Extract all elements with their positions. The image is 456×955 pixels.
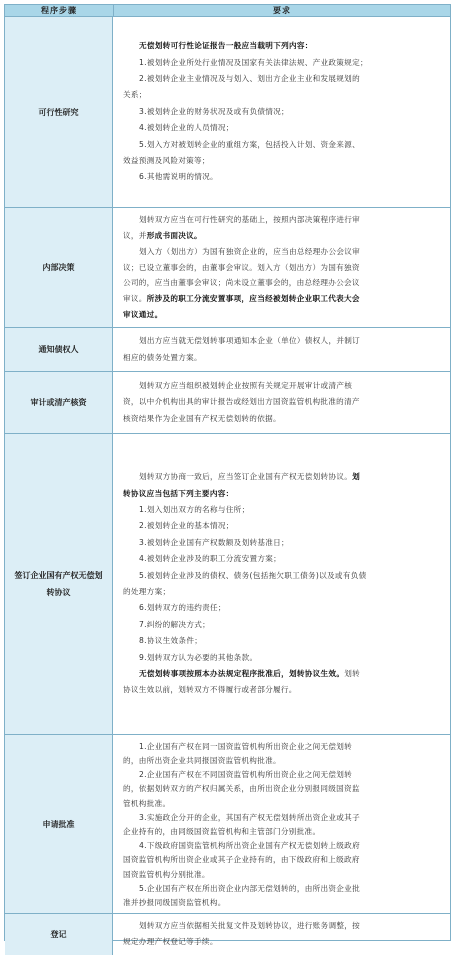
requirement-line: 国资监管机构所出资企业或其子企业持有的，由下级政府和上级政府 [123, 855, 360, 865]
requirement-line: 无偿划转事项按照本办法规定程序批准后，划转协议生效。划转 [139, 669, 361, 679]
requirement-line: 3.被划转企业国有产权数额及划转基准日； [139, 537, 289, 547]
step-name: 登记 [5, 914, 113, 955]
requirement-line: 的处理方案； [123, 587, 171, 596]
requirement-line: 1.被划转企业所处行业情况及国家有关法律法规、产业政策规定； [139, 57, 368, 67]
step-name: 可行性研究 [5, 17, 113, 207]
requirement-line: 1.划入划出双方的名称与住所； [139, 504, 250, 514]
procedure-table [4, 4, 451, 947]
step-name: 通知债权人 [5, 328, 113, 371]
table-row [5, 17, 450, 208]
table-body [5, 17, 450, 955]
requirement-line: 3.被划转企业的财务状况及或有负债情况； [139, 106, 289, 116]
table-row [5, 208, 450, 328]
header-requirements: 要求 [273, 6, 291, 15]
requirement-line: 议；已设立董事会的，由董事会审议。划入方（划出方）为国有独资 [123, 262, 360, 272]
requirement-line: 5.企业国有产权在所出资企业内部无偿划转的，由所出资企业批 [139, 883, 360, 893]
requirement-line: 7.纠纷的解决方式； [139, 619, 210, 629]
requirement-line: 国资监管机构分别批准。 [123, 869, 210, 879]
requirement-line: 6.其他需说明的情况。 [139, 172, 218, 182]
requirement-line: 审议通过。 [123, 310, 163, 320]
requirement-line: 协议生效以前，划转双方不得履行或者部分履行。 [123, 685, 297, 695]
table-header [5, 5, 450, 17]
requirement-line: 资，以中介机构出具的审计报告或经划出方国资监管机构批准的清产 [123, 397, 360, 407]
requirement-line: 规定办理产权登记等手续。 [123, 937, 218, 947]
requirement-line: 划转双方应当依据相关批复文件及划转协议，进行账务调整，按 [139, 921, 361, 930]
requirement-line: 4.被划转企业涉及的职工分流安置方案； [139, 554, 282, 564]
step-name: 审计或清产核资 [5, 372, 113, 433]
requirement-line: 的，由所出资企业共同报国资监管机构批准。 [123, 756, 281, 766]
requirement-line: 8.协议生效条件； [139, 636, 203, 646]
table-row [5, 328, 450, 372]
requirement-line: 2.企业国有产权在不同国资监管机构所出资企业之间无偿划转 [139, 770, 353, 780]
requirement-line: 企业持有的，由同级国资监管机构和主管部门分别批准。 [123, 827, 321, 836]
header-step: 程序步骤 [5, 5, 114, 16]
requirements-cell [113, 17, 450, 207]
requirement-line: 1.企业国有产权在同一国资监管机构所出资企业之间无偿划转 [139, 741, 353, 751]
requirement-line: 划转双方协商一致后，应当签订企业国有产权无偿划转协议。划 [139, 472, 361, 482]
table-row [5, 372, 450, 434]
requirement-line: 准并抄报同级国资监管机构。 [123, 897, 226, 907]
requirement-line: 划转双方应当组织被划转企业按照有关规定开展审计或清产核 [139, 380, 353, 390]
requirement-line: 5.被划转企业涉及的债权、债务(包括拖欠职工债务)以及或有负债 [139, 570, 367, 580]
table-row [5, 735, 450, 914]
requirement-line: 划转双方应当在可行性研究的基础上，按照内部决策程序进行审 [139, 215, 361, 224]
requirement-line: 2.被划转企业主业情况及与划入、划出方企业主业和发展规划的 [139, 73, 360, 83]
table-row [5, 914, 450, 955]
requirements-cell [113, 328, 450, 371]
requirement-line: 划出方应当就无偿划转事项通知本企业（单位）债权人，并制订 [139, 336, 361, 346]
requirement-line: 2.被划转企业的基本情况； [139, 521, 234, 531]
requirement-line: 6.划转双方的违约责任； [139, 603, 226, 613]
requirement-line: 无偿划转可行性论证报告一般应当载明下列内容： [139, 41, 313, 51]
requirements-cell [113, 434, 450, 734]
requirement-line: 5.划入方对被划转企业的重组方案，包括投入计划、资金来源、 [139, 139, 360, 149]
table-row [5, 434, 450, 735]
requirement-line: 3.实施政企分开的企业，其国有产权无偿划转所出资企业或其子 [139, 812, 360, 822]
requirement-line: 议，并形成书面决议。 [123, 230, 202, 240]
step-name: 内部决策 [5, 208, 113, 327]
requirement-line: 划入方（划出方）为国有独资企业的，应当由总经理办公会议审 [139, 246, 361, 256]
requirement-line: 关系； [123, 90, 147, 100]
step-name: 申请批准 [5, 735, 113, 913]
requirement-line: 转协议应当包括下列主要内容： [123, 488, 234, 498]
requirement-line: 管机构批准。 [123, 798, 171, 808]
requirement-line: 相应的债务处置方案。 [123, 352, 202, 362]
requirement-line: 9.划转双方认为必要的其他条款。 [139, 652, 258, 662]
requirement-line: 的，依据划转双方的产权归属关系，由所出资企业分别报同级国资监 [123, 784, 360, 794]
requirements-cell [113, 208, 450, 327]
requirement-line: 核资结果作为企业国有产权无偿划转的依据。 [123, 413, 281, 423]
requirement-line: 4.下级政府国资监管机构所出资企业国有产权无偿划转上级政府 [139, 841, 360, 851]
requirements-cell [113, 914, 450, 955]
step-name: 签订企业国有产权无偿划转协议 [5, 434, 113, 734]
requirements-cell [113, 735, 450, 913]
requirement-line: 4.被划转企业的人员情况； [139, 123, 234, 133]
requirements-cell [113, 372, 450, 433]
requirement-line: 审议。所涉及的职工分流安置事项，应当经被划转企业职工代表大会 [123, 294, 360, 304]
requirement-line: 效益预测及风险对策等； [123, 156, 210, 166]
requirement-line: 公司的，应当由董事会审议；尚未设立董事会的，由总经理办公会议 [123, 278, 360, 288]
